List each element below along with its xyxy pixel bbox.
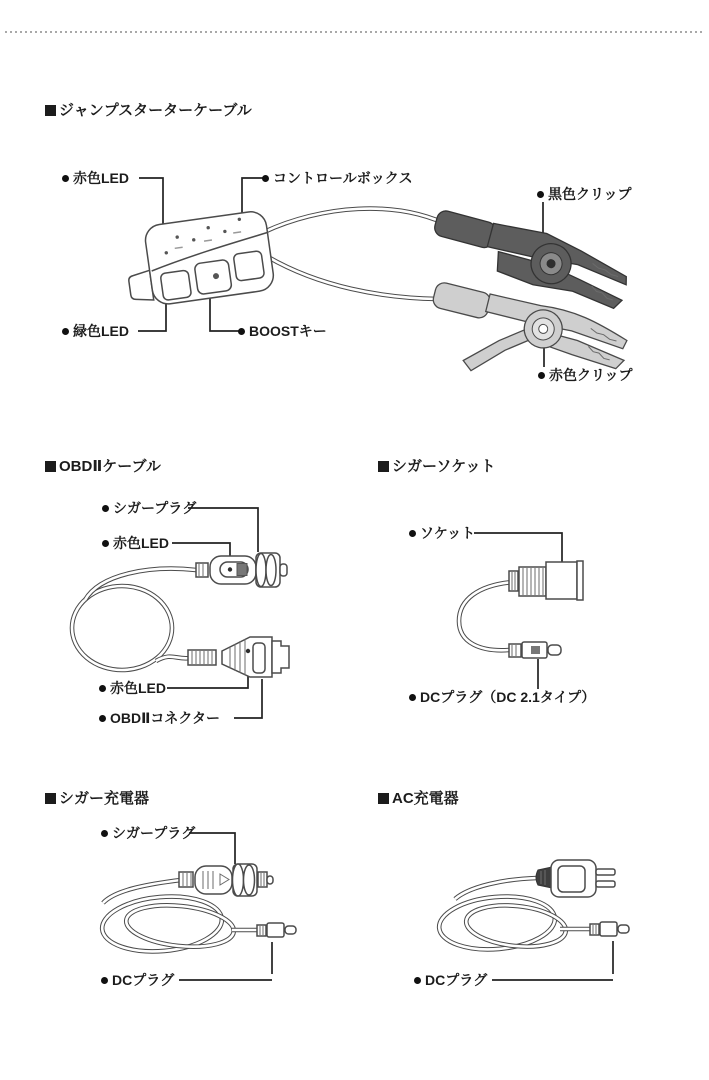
connector-red-led xyxy=(246,649,250,653)
section-title-text: シガーソケット xyxy=(392,458,496,475)
label-dot-icon xyxy=(537,191,544,198)
section-title-text: OBDⅡケーブル xyxy=(59,458,161,475)
section-bullet-icon xyxy=(378,793,389,804)
label-dot-icon xyxy=(99,715,106,722)
label-charger-cigar-plug: シガープラグ xyxy=(101,824,195,842)
obd2-cable-loop xyxy=(72,569,196,670)
label-socket: ソケット xyxy=(409,524,475,542)
label-obd2-red-led-connector: 赤色LED xyxy=(99,679,166,697)
section-bullet-icon xyxy=(45,793,56,804)
label-dot-icon xyxy=(101,977,108,984)
label-dot-icon xyxy=(262,175,269,182)
cigar-charger-plug-drawing xyxy=(179,864,273,896)
cigar-socket-diagram xyxy=(459,533,583,689)
label-dot-icon xyxy=(101,830,108,837)
label-dot-icon xyxy=(102,505,109,512)
ac-charger-diagram xyxy=(437,860,629,980)
control-box-drawing xyxy=(122,210,276,309)
section-title-cigar-charger xyxy=(45,790,149,807)
section-title-text: ジャンプスターターケーブル xyxy=(59,102,252,119)
label-red-clip: 赤色クリップ xyxy=(538,366,632,384)
obd2-connector-drawing xyxy=(188,637,289,677)
label-dot-icon xyxy=(99,685,106,692)
section-title-ac-charger xyxy=(378,790,459,807)
label-dot-icon xyxy=(102,540,109,547)
section-bullet-icon xyxy=(45,105,56,116)
label-dot-icon xyxy=(538,372,545,379)
ac-charger-dc-plug-drawing xyxy=(590,922,629,936)
label-dot-icon xyxy=(409,694,416,701)
label-red-led: 赤色LED xyxy=(62,169,129,187)
label-green-led: 緑色LED xyxy=(62,322,129,340)
label-boost-key: BOOSTキー xyxy=(238,322,327,340)
label-obd2-cigar-plug: シガープラグ xyxy=(102,499,196,517)
label-charger-dc-plug: DCプラグ xyxy=(101,971,174,989)
label-obd2-red-led-plug: 赤色LED xyxy=(102,534,169,552)
label-dot-icon xyxy=(409,530,416,537)
section-title-obd2-cable xyxy=(45,458,161,475)
cigar-charger-diagram xyxy=(100,833,296,980)
section-title-cigar-socket xyxy=(378,458,496,475)
socket-drawing xyxy=(509,561,583,600)
cigar-charger-dc-plug-drawing xyxy=(257,923,296,937)
section-title-text: シガー充電器 xyxy=(59,790,150,807)
leader-line xyxy=(189,833,235,864)
ac-adapter-drawing xyxy=(536,860,615,897)
plug-red-led xyxy=(228,567,232,571)
leader-line xyxy=(188,508,258,552)
label-dot-icon xyxy=(238,328,245,335)
label-dot-icon xyxy=(62,175,69,182)
label-dot-icon xyxy=(414,977,421,984)
label-obd2-connector: OBDⅡコネクター xyxy=(99,709,220,727)
label-control-box: コントロールボックス xyxy=(262,169,413,187)
label-dot-icon xyxy=(62,328,69,335)
label-ac-dc-plug: DCプラグ xyxy=(414,971,487,989)
socket-cable xyxy=(459,582,513,650)
label-black-clip: 黒色クリップ xyxy=(537,185,631,203)
section-title-text: AC充電器 xyxy=(392,790,459,807)
socket-dc-plug-drawing xyxy=(509,642,561,658)
jump-cables xyxy=(264,209,452,299)
label-socket-dc-plug: DCプラグ（DC 2.1タイプ） xyxy=(409,688,595,706)
section-title-jump-starter xyxy=(45,102,252,119)
obd2-cigar-plug-drawing xyxy=(196,553,287,587)
section-bullet-icon xyxy=(45,461,56,472)
section-bullet-icon xyxy=(378,461,389,472)
